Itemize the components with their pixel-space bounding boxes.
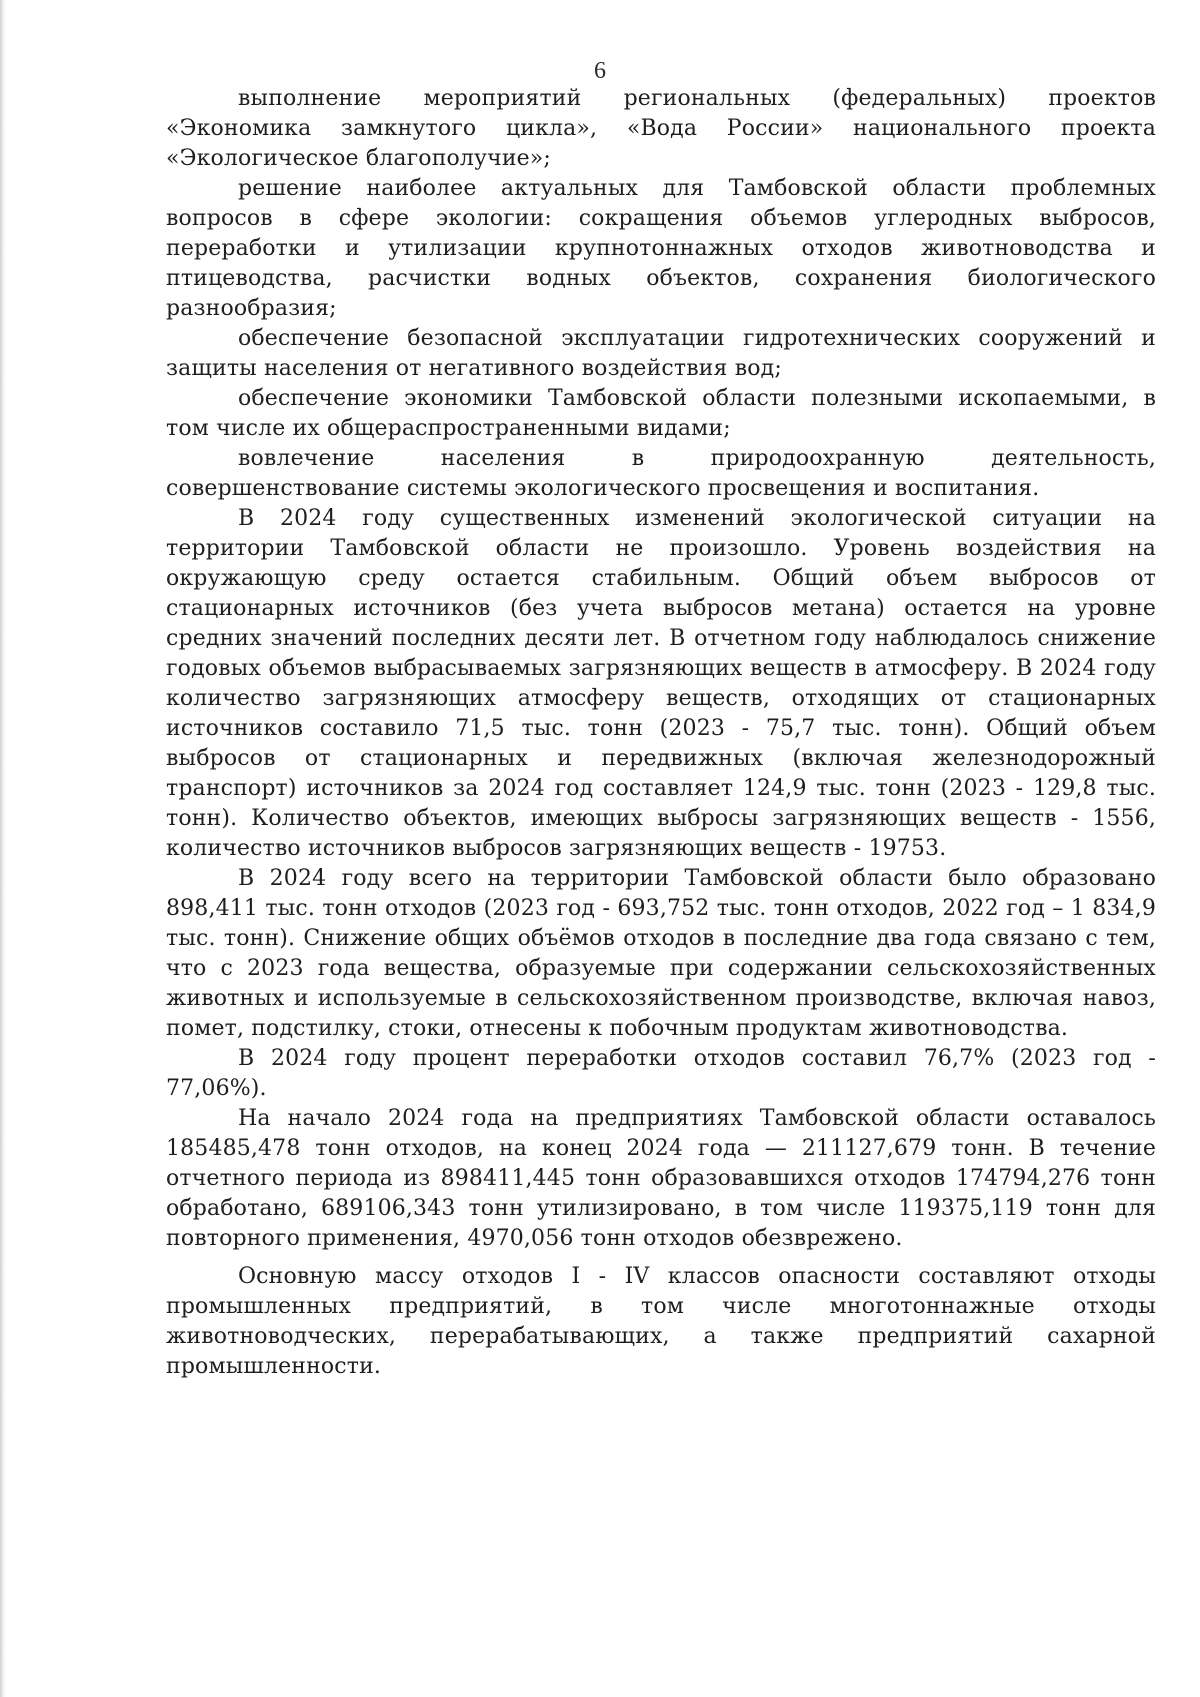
scan-edge-shadow: [0, 0, 6, 1697]
document-body: [166, 84, 1156, 1382]
paragraph-3: обеспечение безопасной эксплуатации гидротехнических сооружений и защиты населения от негативного воздействия вод;: [166, 326, 1156, 381]
paragraph-7: В 2024 году всего на территории Тамбовской области было образовано 898,411 тыс. тонн отходов (2023 год - 693,752 тыс. тонн отходов, 2022 год – 1 834,9 тыс. тонн). Снижение общих объёмов отходов в последние два года связано с тем, что с 2023 года вещества, образуемые при содержании сельскохозяйственных животных и используемые в сельскохозяйственном производстве, включая навоз, помет, подстилку, стоки, отнесены к побочным продуктам животноводства.: [166, 866, 1156, 1041]
paragraph-5: вовлечение населения в природоохранную деятельность, совершенствование системы экологического просвещения и воспитания.: [166, 446, 1156, 501]
page-number: 6: [594, 58, 606, 84]
paragraph-6: В 2024 году существенных изменений экологической ситуации на территории Тамбовской области не произошло. Уровень воздействия на окружающую среду остается стабильным. Общий объем выбросов от стационарных источников (без учета выбросов метана) остается на уровне средних значений последних десяти лет. В отчетном году наблюдалось снижение годовых объемов выбрасываемых загрязняющих веществ в атмосферу. В 2024 году количество загрязняющих атмосферу веществ, отходящих от стационарных источников составило 71,5 тыс. тонн (2023 - 75,7 тыс. тонн). Общий объем выбросов от стационарных и передвижных (включая железнодорожный транспорт) источников за 2024 год составляет 124,9 тыс. тонн (2023 - 129,8 тыс. тонн). Количество объектов, имеющих выбросы загрязняющих веществ - 1556, количество источников выбросов загрязняющих веществ - 19753.: [166, 506, 1156, 861]
paragraph-8: В 2024 году процент переработки отходов составил 76,7% (2023 год - 77,06%).: [166, 1046, 1156, 1101]
paragraph-9: На начало 2024 года на предприятиях Тамбовской области оставалось 185485,478 тонн отходов, на конец 2024 года — 211127,679 тонн. В течение отчетного периода из 898411,445 тонн образовавшихся отходов 174794,276 тонн обработано, 689106,343 тонн утилизировано, в том числе 119375,119 тонн для повторного применения, 4970,056 тонн отходов обезврежено.: [166, 1106, 1156, 1251]
paragraph-10: Основную массу отходов I - IV классов опасности составляют отходы промышленных предприятий, в том числе многотоннажные отходы животноводческих, перерабатывающих, а также предприятий сахарной промышленности.: [166, 1264, 1156, 1379]
paragraph-2: решение наиболее актуальных для Тамбовской области проблемных вопросов в сфере экологии: сокращения объемов углеродных выбросов, переработки и утилизации крупнотоннажных отходов животноводства и птицеводства, расчистки водных объектов, сохранения биологического разнообразия;: [166, 176, 1156, 321]
paragraph-1: выполнение мероприятий региональных (федеральных) проектов «Экономика замкнутого цикла», «Вода России» национального проекта «Экологическое благополучие»;: [166, 86, 1156, 171]
paragraph-4: обеспечение экономики Тамбовской области полезными ископаемыми, в том числе их общераспространенными видами;: [166, 386, 1156, 441]
